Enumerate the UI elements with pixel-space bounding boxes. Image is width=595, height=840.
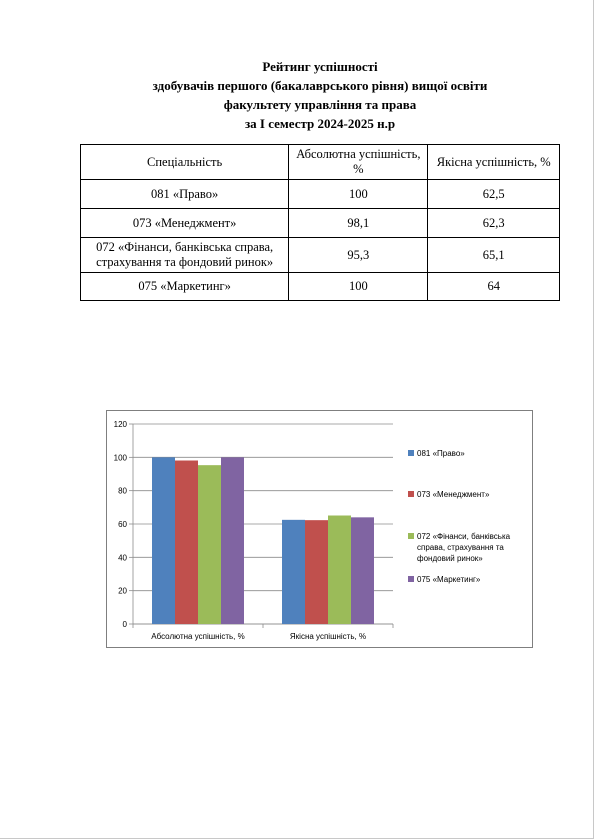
legend-swatch <box>408 491 414 497</box>
bar <box>152 457 175 624</box>
cell-absolute: 100 <box>289 273 428 301</box>
y-tick-label: 120 <box>113 420 127 429</box>
x-tick-label: Абсолютна успішність, % <box>151 632 245 641</box>
bar <box>282 520 305 624</box>
y-tick-label: 80 <box>118 486 127 496</box>
legend-entry: 072 «Фінанси, банківська справа, страхування та фондовий ринок» <box>417 532 511 563</box>
rating-table <box>80 144 560 301</box>
header-specialty: Спеціальність <box>81 145 289 180</box>
table-row <box>81 273 560 301</box>
bar <box>198 465 221 624</box>
y-tick-label: 40 <box>118 553 127 563</box>
legend-swatch <box>408 450 414 456</box>
y-tick-label: 0 <box>122 620 127 629</box>
header-absolute: Абсолютна успішність, % <box>289 145 428 180</box>
bar <box>221 457 244 624</box>
bar-chart <box>106 410 533 648</box>
bar <box>305 520 328 624</box>
table-header-row <box>81 145 560 180</box>
cell-absolute: 100 <box>289 180 428 209</box>
legend-swatch <box>408 576 414 582</box>
cell-absolute: 98,1 <box>289 209 428 238</box>
y-tick-label: 100 <box>113 453 127 463</box>
header-quality: Якісна успішність, % <box>428 145 560 180</box>
legend-entry: 075 «Маркетинг» <box>417 575 481 584</box>
cell-quality: 62,5 <box>428 180 560 209</box>
y-tick-label: 60 <box>118 520 127 529</box>
title-line-3: факультету управління та права <box>223 97 417 112</box>
legend-swatch <box>408 533 414 539</box>
cell-specialty: 072 «Фінанси, банківська справа, страхування та фондовий ринок» <box>81 238 289 273</box>
title-line-4: за І семестр 2024-2025 н.р <box>244 116 396 131</box>
bar <box>328 516 351 625</box>
y-tick-label: 20 <box>118 586 127 596</box>
table-row <box>81 180 560 209</box>
title-line-2: здобувачів першого (бакалаврського рівня) вищої освіти <box>152 78 488 93</box>
cell-absolute: 95,3 <box>289 238 428 273</box>
cell-specialty: 075 «Маркетинг» <box>81 273 289 301</box>
page-title <box>0 57 595 133</box>
title-line-1: Рейтинг успішності <box>262 59 378 74</box>
legend-entry: 081 «Право» <box>417 449 465 458</box>
table-row <box>81 238 560 273</box>
table-row <box>81 209 560 238</box>
bar <box>351 517 374 624</box>
cell-quality: 65,1 <box>428 238 560 273</box>
legend-entry: 073 «Менеджмент» <box>417 490 490 499</box>
bar <box>175 461 198 625</box>
cell-quality: 62,3 <box>428 209 560 238</box>
chart-canvas <box>107 411 534 649</box>
cell-quality: 64 <box>428 273 560 301</box>
x-tick-label: Якісна успішність, % <box>289 632 367 641</box>
cell-specialty: 081 «Право» <box>81 180 289 209</box>
cell-specialty: 073 «Менеджмент» <box>81 209 289 238</box>
